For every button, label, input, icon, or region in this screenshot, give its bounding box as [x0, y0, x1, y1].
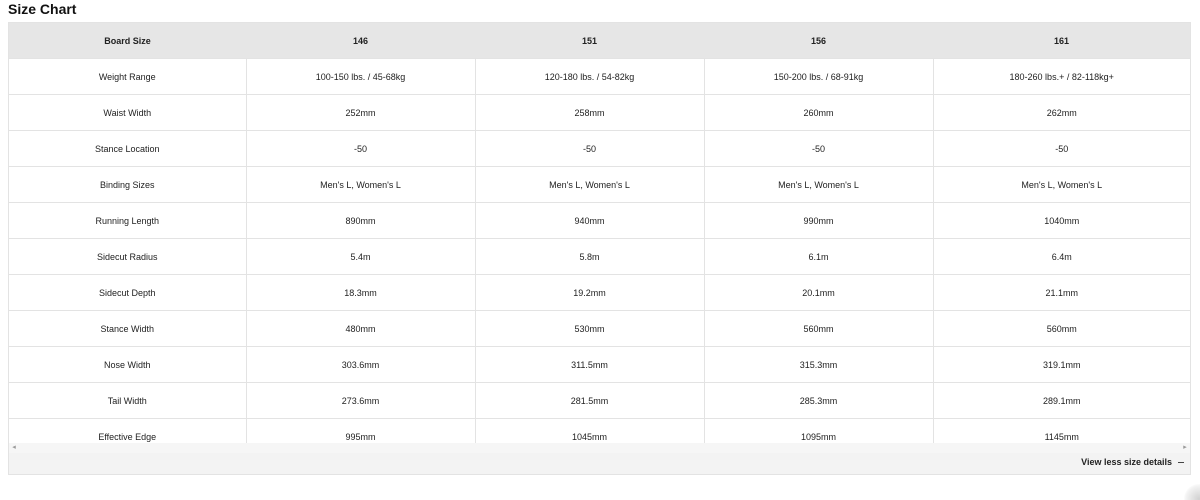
value-cell: 1045mm — [475, 419, 704, 455]
row-label-cell: Binding Sizes — [9, 167, 246, 203]
value-cell: 180-260 lbs.+ / 82-118kg+ — [933, 59, 1190, 95]
table-row — [9, 59, 1190, 95]
value-cell: 273.6mm — [246, 383, 475, 419]
value-cell: Men's L, Women's L — [246, 167, 475, 203]
header-cell-label: Board Size — [9, 23, 246, 59]
row-label-cell: Stance Width — [9, 311, 246, 347]
table-row — [9, 347, 1190, 383]
value-cell: Men's L, Women's L — [933, 167, 1190, 203]
value-cell: 5.4m — [246, 239, 475, 275]
table-header-row — [9, 23, 1190, 59]
scroll-right-icon[interactable]: ▸ — [1183, 444, 1187, 451]
value-cell: 258mm — [475, 95, 704, 131]
value-cell: 289.1mm — [933, 383, 1190, 419]
value-cell: 6.1m — [704, 239, 933, 275]
horizontal-scrollbar[interactable] — [9, 443, 1190, 453]
value-cell: 20.1mm — [704, 275, 933, 311]
view-less-label: View less size details — [1081, 457, 1172, 467]
size-table-container — [8, 22, 1191, 475]
value-cell: 19.2mm — [475, 275, 704, 311]
minus-icon — [1178, 462, 1184, 463]
value-cell: 252mm — [246, 95, 475, 131]
corner-shadow — [1184, 484, 1200, 500]
value-cell: -50 — [475, 131, 704, 167]
value-cell: 315.3mm — [704, 347, 933, 383]
row-label-cell: Stance Location — [9, 131, 246, 167]
table-row — [9, 311, 1190, 347]
value-cell: 303.6mm — [246, 347, 475, 383]
size-details-footer — [9, 453, 1190, 474]
value-cell: 150-200 lbs. / 68-91kg — [704, 59, 933, 95]
row-label-cell: Nose Width — [9, 347, 246, 383]
value-cell: 1145mm — [933, 419, 1190, 455]
table-row — [9, 95, 1190, 131]
scroll-left-icon[interactable]: ◂ — [12, 444, 16, 451]
value-cell: -50 — [933, 131, 1190, 167]
value-cell: 940mm — [475, 203, 704, 239]
view-less-size-details-button[interactable] — [1081, 457, 1184, 467]
row-label-cell: Running Length — [9, 203, 246, 239]
value-cell: 281.5mm — [475, 383, 704, 419]
value-cell: 319.1mm — [933, 347, 1190, 383]
value-cell: Men's L, Women's L — [704, 167, 933, 203]
row-label-cell: Tail Width — [9, 383, 246, 419]
value-cell: 100-150 lbs. / 45-68kg — [246, 59, 475, 95]
value-cell: 1040mm — [933, 203, 1190, 239]
header-cell-size: 156 — [704, 23, 933, 59]
row-label-cell: Sidecut Depth — [9, 275, 246, 311]
value-cell: 530mm — [475, 311, 704, 347]
value-cell: 5.8m — [475, 239, 704, 275]
table-row — [9, 203, 1190, 239]
value-cell: 120-180 lbs. / 54-82kg — [475, 59, 704, 95]
header-cell-size: 151 — [475, 23, 704, 59]
value-cell: 560mm — [933, 311, 1190, 347]
table-row — [9, 167, 1190, 203]
table-row — [9, 239, 1190, 275]
value-cell: 995mm — [246, 419, 475, 455]
value-cell: 480mm — [246, 311, 475, 347]
value-cell: -50 — [704, 131, 933, 167]
value-cell: 21.1mm — [933, 275, 1190, 311]
header-cell-size: 161 — [933, 23, 1190, 59]
value-cell: Men's L, Women's L — [475, 167, 704, 203]
row-label-cell: Weight Range — [9, 59, 246, 95]
value-cell: 311.5mm — [475, 347, 704, 383]
value-cell: 890mm — [246, 203, 475, 239]
value-cell: 285.3mm — [704, 383, 933, 419]
value-cell: 560mm — [704, 311, 933, 347]
value-cell: 990mm — [704, 203, 933, 239]
value-cell: 1095mm — [704, 419, 933, 455]
table-row — [9, 383, 1190, 419]
row-label-cell: Effective Edge — [9, 419, 246, 455]
size-table — [9, 23, 1190, 455]
header-cell-size: 146 — [246, 23, 475, 59]
value-cell: 18.3mm — [246, 275, 475, 311]
value-cell: -50 — [246, 131, 475, 167]
table-row — [9, 131, 1190, 167]
row-label-cell: Sidecut Radius — [9, 239, 246, 275]
value-cell: 260mm — [704, 95, 933, 131]
row-label-cell: Waist Width — [9, 95, 246, 131]
value-cell: 6.4m — [933, 239, 1190, 275]
value-cell: 262mm — [933, 95, 1190, 131]
page-title: Size Chart — [8, 1, 77, 17]
table-row — [9, 275, 1190, 311]
